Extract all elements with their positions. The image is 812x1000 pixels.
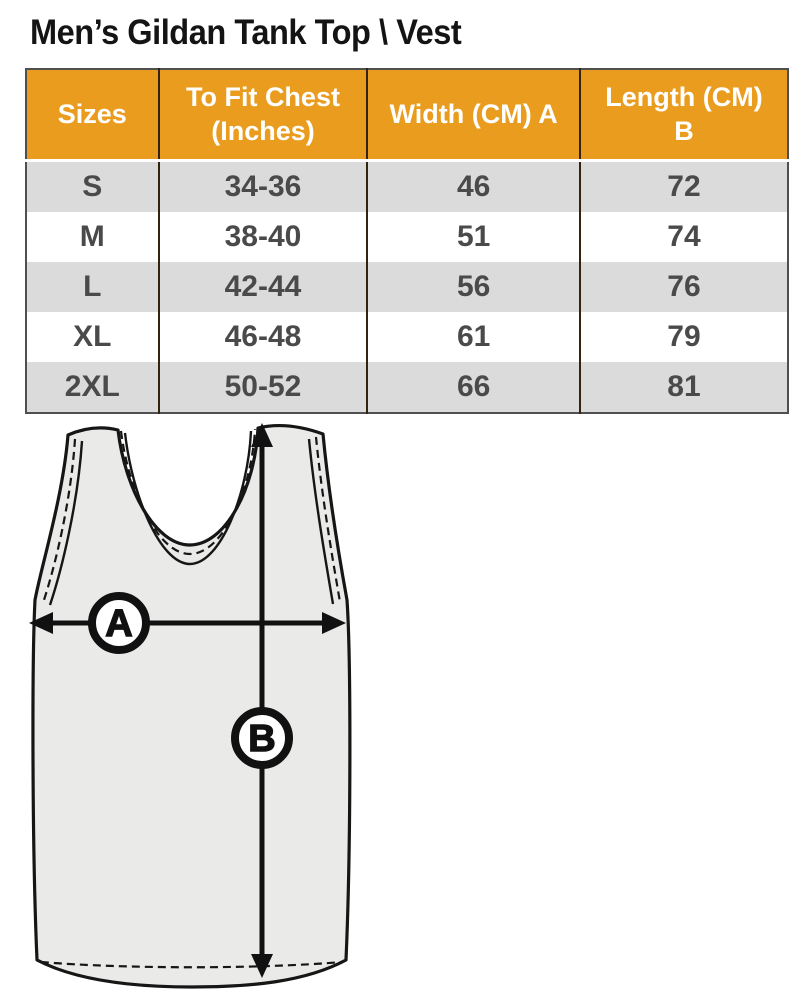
header-chest bbox=[159, 69, 368, 161]
table-row-2xl bbox=[26, 362, 788, 413]
header-width-label: Width (CM) A bbox=[389, 98, 558, 129]
cell-chest: 38-40 bbox=[159, 212, 368, 262]
table-row-m bbox=[26, 212, 788, 262]
table-row-s bbox=[26, 161, 788, 213]
cell-size: XL bbox=[26, 312, 159, 362]
cell-size: 2XL bbox=[26, 362, 159, 413]
length-marker-label: B bbox=[248, 718, 276, 760]
table-row-xl bbox=[26, 312, 788, 362]
length-marker bbox=[235, 711, 289, 765]
cell-length: 74 bbox=[580, 212, 788, 262]
cell-size: M bbox=[26, 212, 159, 262]
cell-size: L bbox=[26, 262, 159, 312]
tank-top-diagram bbox=[15, 417, 365, 992]
cell-length: 76 bbox=[580, 262, 788, 312]
page-title: Men’s Gildan Tank Top \ Vest bbox=[30, 13, 462, 52]
size-table-body bbox=[26, 161, 788, 414]
header-chest-line1: To Fit Chest bbox=[185, 82, 340, 113]
cell-length: 81 bbox=[580, 362, 788, 413]
header-width bbox=[367, 69, 580, 161]
cell-length: 72 bbox=[580, 161, 788, 213]
header-length bbox=[580, 69, 788, 161]
cell-width: 61 bbox=[367, 312, 580, 362]
cell-width: 46 bbox=[367, 161, 580, 213]
header-sizes bbox=[26, 69, 159, 161]
cell-chest: 42-44 bbox=[159, 262, 368, 312]
cell-width: 66 bbox=[367, 362, 580, 413]
cell-chest: 46-48 bbox=[159, 312, 368, 362]
header-sizes-label: Sizes bbox=[57, 98, 127, 129]
cell-chest: 34-36 bbox=[159, 161, 368, 213]
cell-chest: 50-52 bbox=[159, 362, 368, 413]
table-row-l bbox=[26, 262, 788, 312]
header-length-line2: B bbox=[674, 115, 694, 146]
width-marker bbox=[92, 596, 146, 650]
header-chest-line2: (Inches) bbox=[211, 115, 315, 146]
cell-width: 56 bbox=[367, 262, 580, 312]
header-length-line1: Length (CM) bbox=[605, 82, 763, 113]
cell-width: 51 bbox=[367, 212, 580, 262]
size-table bbox=[25, 68, 789, 414]
cell-size: S bbox=[26, 161, 159, 213]
cell-length: 79 bbox=[580, 312, 788, 362]
tank-top-outline bbox=[33, 426, 350, 987]
size-table-header bbox=[26, 69, 788, 161]
width-marker-label: A bbox=[105, 603, 133, 645]
header-row bbox=[26, 69, 788, 161]
